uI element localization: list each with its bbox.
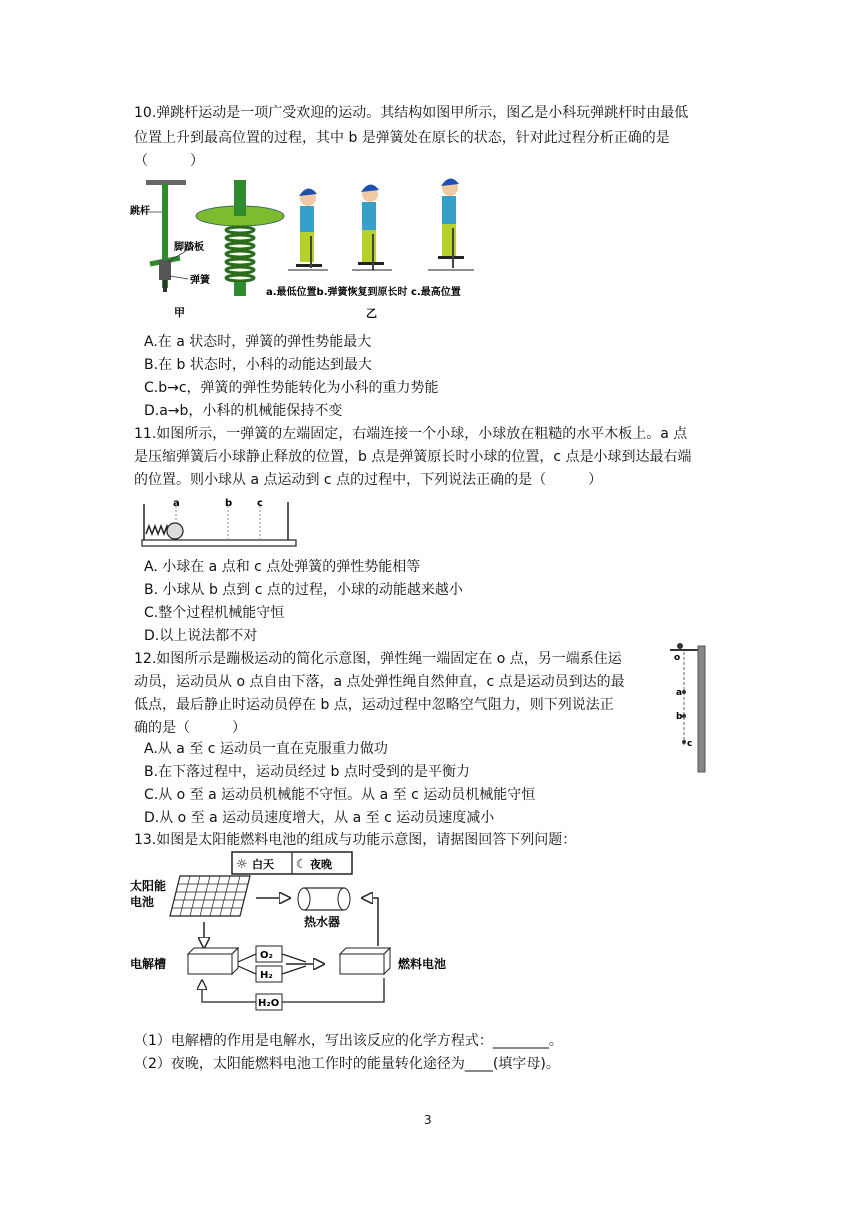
label-c: c (687, 739, 693, 749)
q12-line-1: 12.如图所示是蹦极运动的简化示意图，弹性绳一端固定在 o 点，另一端系住运 (134, 651, 622, 667)
q13-line-1: 13.如图是太阳能燃料电池的组成与功能示意图，请据图回答下列问题： (134, 832, 577, 848)
label-tiaogan: 跳杆 (130, 206, 150, 217)
label-tanhuang: 弹簧 (190, 275, 210, 286)
label-electrolyzer: 电解槽 (130, 957, 167, 971)
pogo-stick-diagram (142, 180, 284, 296)
solar-panel (170, 876, 250, 916)
q13-sub-2: （2）夜晚，太阳能燃料电池工作时的能量转化途径为____(填字母)。 (134, 1056, 560, 1072)
ball (167, 523, 183, 539)
q10-line-2: 位置上升到最高位置的过程，其中 b 是弹簧处在原长的状态，针对此过程分析正确的是 (134, 130, 670, 146)
q10-option-b: B.在 b 状态时，小科的动能达到最大 (144, 357, 372, 373)
label-solar-1: 太阳能 (130, 879, 167, 893)
q11-line-2: 是压缩弹簧后小球静止释放的位置，b 点是弹簧原长时小球的位置，c 点是小球到达最右端 (134, 449, 692, 465)
sun-icon: ☼ (236, 857, 248, 872)
person-a-lowest (296, 188, 322, 268)
q13-sub-1: （1）电解槽的作用是电解水，写出该反应的化学方程式：________。 (134, 1033, 563, 1049)
fuel-cell-box (340, 954, 384, 974)
q10-option-d: D.a→b，小科的机械能保持不变 (144, 403, 343, 419)
q10-line-1: 10.弹跳杆运动是一项广受欢迎的运动。其结构如图甲所示，图乙是小科玩弹跳杆时由最低 (134, 105, 689, 121)
label-o2: O₂ (260, 950, 273, 961)
board (142, 540, 296, 546)
q11-option-a: A. 小球在 a 点和 c 点处弹簧的弹性势能相等 (144, 559, 421, 575)
q11-option-b: B. 小球从 b 点到 c 点的过程，小球的动能越来越小 (144, 582, 463, 598)
q12-option-a: A.从 a 至 c 运动员一直在克服重力做功 (144, 741, 388, 757)
q10-option-c: C.b→c，弹簧的弹性势能转化为小科的重力势能 (144, 380, 439, 396)
q12-option-d: D.从 o 至 a 运动员速度增大，从 a 至 c 运动员速度减小 (144, 810, 495, 826)
label-heater: 热水器 (304, 915, 341, 929)
q13-figure (128, 850, 458, 1024)
bungee-tower (698, 646, 705, 772)
q11-figure (140, 496, 300, 552)
water-heater (298, 888, 350, 910)
q12-figure (662, 632, 718, 774)
label-solar-2: 电池 (130, 895, 155, 909)
q12-line-2: 动员，运动员从 o 点自由下落，a 点处弹性绳自然伸直，c 点是运动员到达的最 (134, 674, 625, 690)
electrolyzer-box (188, 954, 232, 974)
q11-line-3: 的位置。则小球从 a 点运动到 c 点的过程中，下列说法正确的是（ ） (134, 472, 603, 488)
person-c-highest (438, 178, 464, 268)
label-a: a (676, 688, 683, 698)
q12-line-3: 低点，最后静止时运动员停在 b 点，运动过程中忽略空气阻力，则下列说法正 (134, 697, 614, 713)
label-b: b (676, 712, 683, 722)
label-states: a.最低位置b.弹簧恢复到原长时 c.最高位置 (266, 287, 461, 298)
q12-option-c: C.从 o 至 a 运动员机械能不守恒。从 a 至 c 运动员机械能守恒 (144, 787, 536, 803)
label-yi: 乙 (366, 307, 377, 320)
q11-option-d: D.以上说法都不对 (144, 628, 258, 644)
page-number: 3 (424, 1113, 432, 1127)
label-h2o: H₂O (258, 998, 280, 1009)
label-point-c: c (257, 498, 263, 509)
q10-option-a: A.在 a 状态时，弹簧的弹性势能最大 (144, 334, 372, 350)
q11-line-1: 11.如图所示，一弹簧的左端固定，右端连接一个小球，小球放在粗糙的水平木板上。a 点 (134, 426, 688, 442)
q12-option-b: B.在下落过程中，运动员经过 b 点时受到的是平衡力 (144, 764, 470, 780)
label-night: 夜晚 (310, 858, 332, 871)
q10-line-3: （ ） (134, 153, 204, 169)
label-o: o (674, 653, 681, 663)
moon-icon: ☾ (296, 857, 307, 871)
label-point-a: a (173, 498, 180, 509)
label-point-b: b (225, 498, 233, 509)
q10-figure (128, 176, 488, 326)
jumper-top (677, 643, 683, 649)
label-fuel-cell: 燃料电池 (398, 957, 447, 971)
label-jiaotaban: 脚踏板 (174, 242, 204, 253)
person-b-natural-length (358, 184, 384, 270)
label-h2: H₂ (260, 970, 273, 981)
label-jia: 甲 (174, 306, 185, 319)
q11-option-c: C.整个过程机械能守恒 (144, 605, 285, 621)
label-day: 白天 (252, 858, 274, 871)
spring (146, 526, 170, 534)
q12-line-4: 确的是（ ） (134, 720, 246, 736)
